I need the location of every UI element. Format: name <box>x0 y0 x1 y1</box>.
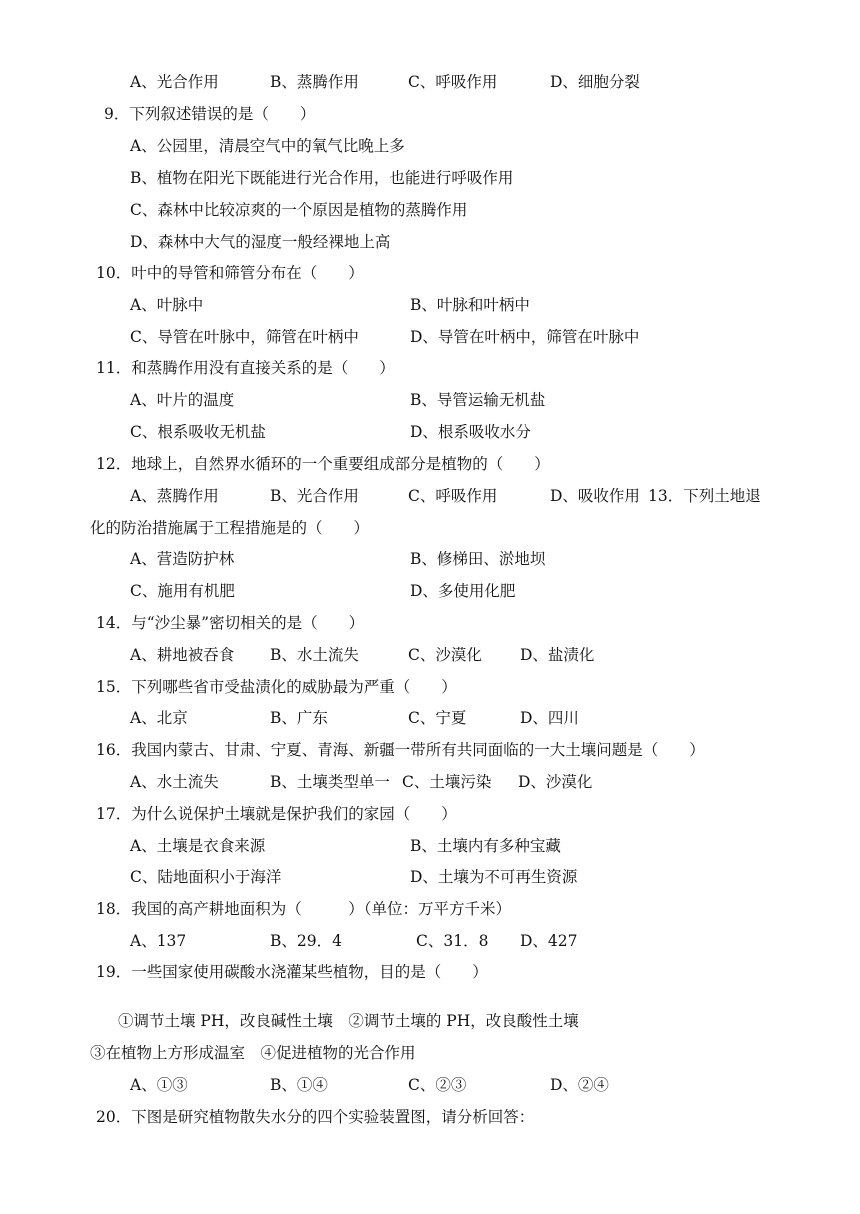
q17-option-c: C、陆地面积小于海洋 <box>130 868 282 886</box>
q15-option-c: C、宁夏 <box>408 709 467 727</box>
q15-option-d: D、四川 <box>520 709 579 727</box>
q14-option-d: D、盐渍化 <box>520 646 595 664</box>
q17-stem: 17．为什么说保护土壤就是保护我们的家园（ ） <box>96 805 457 823</box>
q14-option-a: A、耕地被吞食 <box>130 646 235 664</box>
q17-option-d: D、土壤为不可再生资源 <box>410 868 578 886</box>
q8-option-b: B、蒸腾作用 <box>270 73 359 91</box>
q10-option-a: A、叶脉中 <box>130 296 204 314</box>
q10-option-d: D、导管在叶柄中，筛管在叶脉中 <box>410 328 640 346</box>
q9-option-a: A、公园里，清晨空气中的氧气比晚上多 <box>130 137 405 155</box>
q13-option-b: B、修梯田、淤地坝 <box>410 550 546 568</box>
q15-stem: 15．下列哪些省市受盐渍化的威胁最为严重（ ） <box>96 678 457 696</box>
q10-option-b: B、叶脉和叶柄中 <box>410 296 530 314</box>
q14-stem: 14．与“沙尘暴”密切相关的是（ ） <box>96 614 365 632</box>
q12-option-c: C、呼吸作用 <box>408 487 498 505</box>
q10-stem: 10．叶中的导管和筛管分布在（ ） <box>96 264 364 282</box>
q14-option-b: B、水土流失 <box>270 646 359 664</box>
q19-stem: 19．一些国家使用碳酸水浇灌某些植物，目的是（ ） <box>96 963 488 981</box>
q13-stem-start: 13．下列土地退 <box>648 487 761 505</box>
q16-stem: 16．我国内蒙古、甘肃、宁夏、青海、新疆一带所有共同面临的一大土壤问题是（ ） <box>96 741 705 759</box>
q8-option-d: D、细胞分裂 <box>550 73 640 91</box>
q17-option-a: A、土壤是衣食来源 <box>130 837 266 855</box>
q20-stem: 20．下图是研究植物散失水分的四个实验装置图，请分析回答： <box>96 1108 535 1126</box>
q11-option-c: C、根系吸收无机盐 <box>130 423 266 441</box>
q14-option-c: C、沙漠化 <box>408 646 482 664</box>
q13-option-d: D、多使用化肥 <box>410 582 516 600</box>
q19-option-b: B、①④ <box>270 1076 328 1094</box>
q11-stem: 11．和蒸腾作用没有直接关系的是（ ） <box>96 359 395 377</box>
q8-option-c: C、呼吸作用 <box>408 73 498 91</box>
q12-stem: 12．地球上，自然界水循环的一个重要组成部分是植物的（ ） <box>96 455 550 473</box>
q19-statements-line-1: ①调节土壤 PH，改良碱性土壤 ②调节土壤的 PH，改良酸性土壤 <box>118 1012 579 1030</box>
q11-option-b: B、导管运输无机盐 <box>410 391 546 409</box>
q17-option-b: B、土壤内有多种宝藏 <box>410 837 561 855</box>
q18-option-d: D、427 <box>520 932 578 950</box>
q19-option-a: A、①③ <box>130 1076 188 1094</box>
q19-option-c: C、②③ <box>408 1076 467 1094</box>
q13-option-c: C、施用有机肥 <box>130 582 235 600</box>
q16-option-d: D、沙漠化 <box>518 773 593 791</box>
q13-option-a: A、营造防护林 <box>130 550 235 568</box>
q16-option-a: A、水土流失 <box>130 773 219 791</box>
q19-option-d: D、②④ <box>550 1076 609 1094</box>
q16-option-b: B、土壤类型单一 <box>270 773 390 791</box>
q18-option-a: A、137 <box>130 932 187 950</box>
q12-option-b: B、光合作用 <box>270 487 359 505</box>
q8-option-a: A、光合作用 <box>130 73 219 91</box>
q9-stem: 9．下列叙述错误的是（ ） <box>104 105 316 123</box>
q9-option-b: B、植物在阳光下既能进行光合作用，也能进行呼吸作用 <box>130 169 514 187</box>
q15-option-b: B、广东 <box>270 709 328 727</box>
q11-option-d: D、根系吸收水分 <box>410 423 531 441</box>
q16-option-c: C、土壤污染 <box>402 773 492 791</box>
q18-option-b: B、29．4 <box>270 932 342 950</box>
q11-option-a: A、叶片的温度 <box>130 391 235 409</box>
q15-option-a: A、北京 <box>130 709 188 727</box>
q9-option-c: C、森林中比较凉爽的一个原因是植物的蒸腾作用 <box>130 201 468 219</box>
q9-option-d: D、森林中大气的湿度一般经裸地上高 <box>130 233 391 251</box>
q13-stem-rest: 化的防治措施属于工程措施是的（ ） <box>90 519 370 537</box>
q10-option-c: C、导管在叶脉中，筛管在叶柄中 <box>130 328 359 346</box>
q19-statements-line-2: ③在植物上方形成温室 ④促进植物的光合作用 <box>90 1044 416 1062</box>
q12-option-a: A、蒸腾作用 <box>130 487 219 505</box>
q18-stem: 18．我国的高产耕地面积为（ ）（单位：万平方千米） <box>96 900 511 918</box>
q18-option-c: C、31．8 <box>416 932 489 950</box>
q12-option-d: D、吸收作用 <box>550 487 640 505</box>
